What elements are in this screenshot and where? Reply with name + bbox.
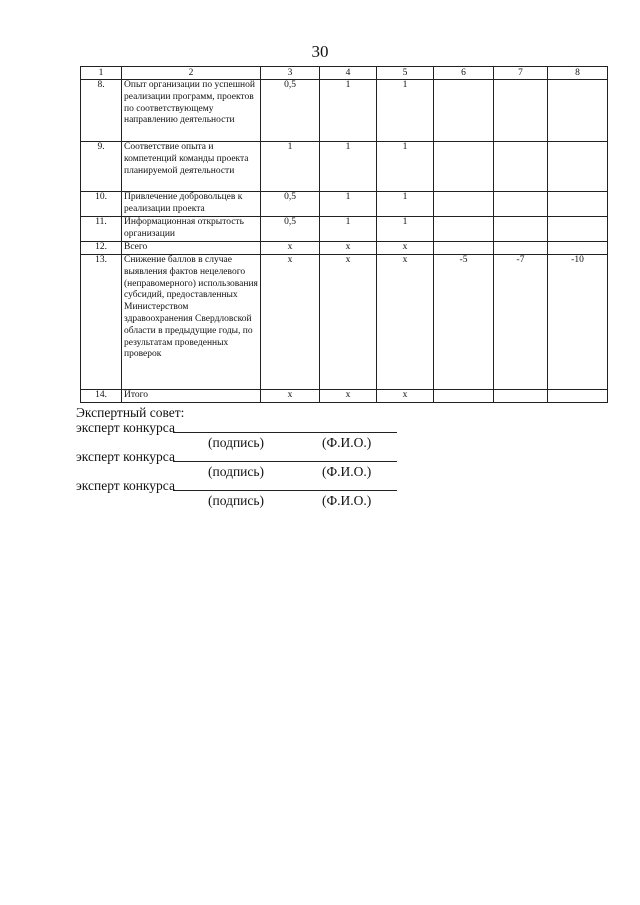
row-number: 14. xyxy=(81,390,122,403)
criterion-cell: Соответствие опыта и компетенций команды проекта планируемой деятельности xyxy=(122,142,261,192)
criterion-cell: Итого xyxy=(122,390,261,403)
name-caption: (Ф.И.О.) xyxy=(322,493,372,508)
score-cell: -7 xyxy=(494,255,548,390)
score-cell: 1 xyxy=(377,142,434,192)
expert-signature-line xyxy=(76,420,416,435)
score-cell: 0,5 xyxy=(261,217,320,242)
score-cell xyxy=(494,217,548,242)
signature-underline xyxy=(173,432,397,433)
signature-caption xyxy=(76,464,416,478)
expert-label: эксперт конкурса xyxy=(76,449,175,464)
score-cell: 0,5 xyxy=(261,80,320,142)
criterion-cell: Привлечение добровольцев к реализации проекта xyxy=(122,192,261,217)
column-header: 3 xyxy=(261,67,320,80)
score-cell xyxy=(434,390,494,403)
table-row xyxy=(81,390,608,403)
score-cell: 1 xyxy=(320,80,377,142)
score-cell: -5 xyxy=(434,255,494,390)
score-cell xyxy=(548,390,608,403)
column-header: 2 xyxy=(122,67,261,80)
score-cell: 1 xyxy=(320,217,377,242)
signature-underline xyxy=(173,461,397,462)
score-cell xyxy=(434,192,494,217)
column-header: 4 xyxy=(320,67,377,80)
table-row xyxy=(81,255,608,390)
score-cell: x xyxy=(320,242,377,255)
score-cell xyxy=(548,242,608,255)
row-number: 12. xyxy=(81,242,122,255)
sign-caption: (подпись) xyxy=(208,435,265,450)
criterion-cell: Снижение баллов в случае выявления фактов нецелевого (неправомерного) использования субсидий, предоставленных Министерством здравоохранения Свердловской области в предыдущие годы, по результатам проведенных проверок xyxy=(122,255,261,390)
council-title: Экспертный совет: xyxy=(76,405,185,420)
score-cell xyxy=(434,142,494,192)
signature-block xyxy=(76,405,416,507)
score-cell: 1 xyxy=(320,192,377,217)
sign-caption: (подпись) xyxy=(208,493,265,508)
score-cell xyxy=(548,217,608,242)
table-row xyxy=(81,80,608,142)
score-cell xyxy=(494,242,548,255)
criterion-cell: Информационная открытость организации xyxy=(122,217,261,242)
score-cell: 1 xyxy=(377,192,434,217)
row-number: 11. xyxy=(81,217,122,242)
score-cell: x xyxy=(377,255,434,390)
score-cell: x xyxy=(261,390,320,403)
score-table xyxy=(80,66,608,403)
score-cell xyxy=(494,142,548,192)
score-cell xyxy=(548,142,608,192)
score-cell xyxy=(494,192,548,217)
column-header: 7 xyxy=(494,67,548,80)
score-cell: x xyxy=(377,390,434,403)
score-cell: x xyxy=(320,255,377,390)
criterion-cell: Всего xyxy=(122,242,261,255)
expert-signature-line xyxy=(76,449,416,464)
row-number: 13. xyxy=(81,255,122,390)
score-cell: x xyxy=(377,242,434,255)
score-cell: x xyxy=(261,255,320,390)
column-header: 1 xyxy=(81,67,122,80)
score-cell xyxy=(434,242,494,255)
table-row xyxy=(81,217,608,242)
score-cell xyxy=(548,80,608,142)
score-cell: 1 xyxy=(261,142,320,192)
score-cell: 1 xyxy=(320,142,377,192)
column-header: 6 xyxy=(434,67,494,80)
sign-caption: (подпись) xyxy=(208,464,265,479)
score-cell: x xyxy=(320,390,377,403)
page-number: 30 xyxy=(311,42,329,61)
signature-caption xyxy=(76,493,416,507)
score-cell xyxy=(434,217,494,242)
row-number: 10. xyxy=(81,192,122,217)
expert-signature-line xyxy=(76,478,416,493)
score-cell xyxy=(548,192,608,217)
score-cell xyxy=(494,390,548,403)
score-cell: -10 xyxy=(548,255,608,390)
name-caption: (Ф.И.О.) xyxy=(322,435,372,450)
table-row xyxy=(81,242,608,255)
score-cell xyxy=(434,80,494,142)
column-header: 5 xyxy=(377,67,434,80)
table-header-row xyxy=(81,67,608,80)
score-cell xyxy=(494,80,548,142)
score-cell: 1 xyxy=(377,80,434,142)
table-row xyxy=(81,192,608,217)
score-cell: 1 xyxy=(377,217,434,242)
signature-underline xyxy=(173,490,397,491)
name-caption: (Ф.И.О.) xyxy=(322,464,372,479)
score-cell: 0,5 xyxy=(261,192,320,217)
expert-label: эксперт конкурса xyxy=(76,420,175,435)
row-number: 9. xyxy=(81,142,122,192)
expert-label: эксперт конкурса xyxy=(76,478,175,493)
criterion-cell: Опыт организации по успешной реализации программ, проектов по соответствующему направлению деятельности xyxy=(122,80,261,142)
column-header: 8 xyxy=(548,67,608,80)
signature-caption xyxy=(76,435,416,449)
score-cell: x xyxy=(261,242,320,255)
table-row xyxy=(81,142,608,192)
row-number: 8. xyxy=(81,80,122,142)
